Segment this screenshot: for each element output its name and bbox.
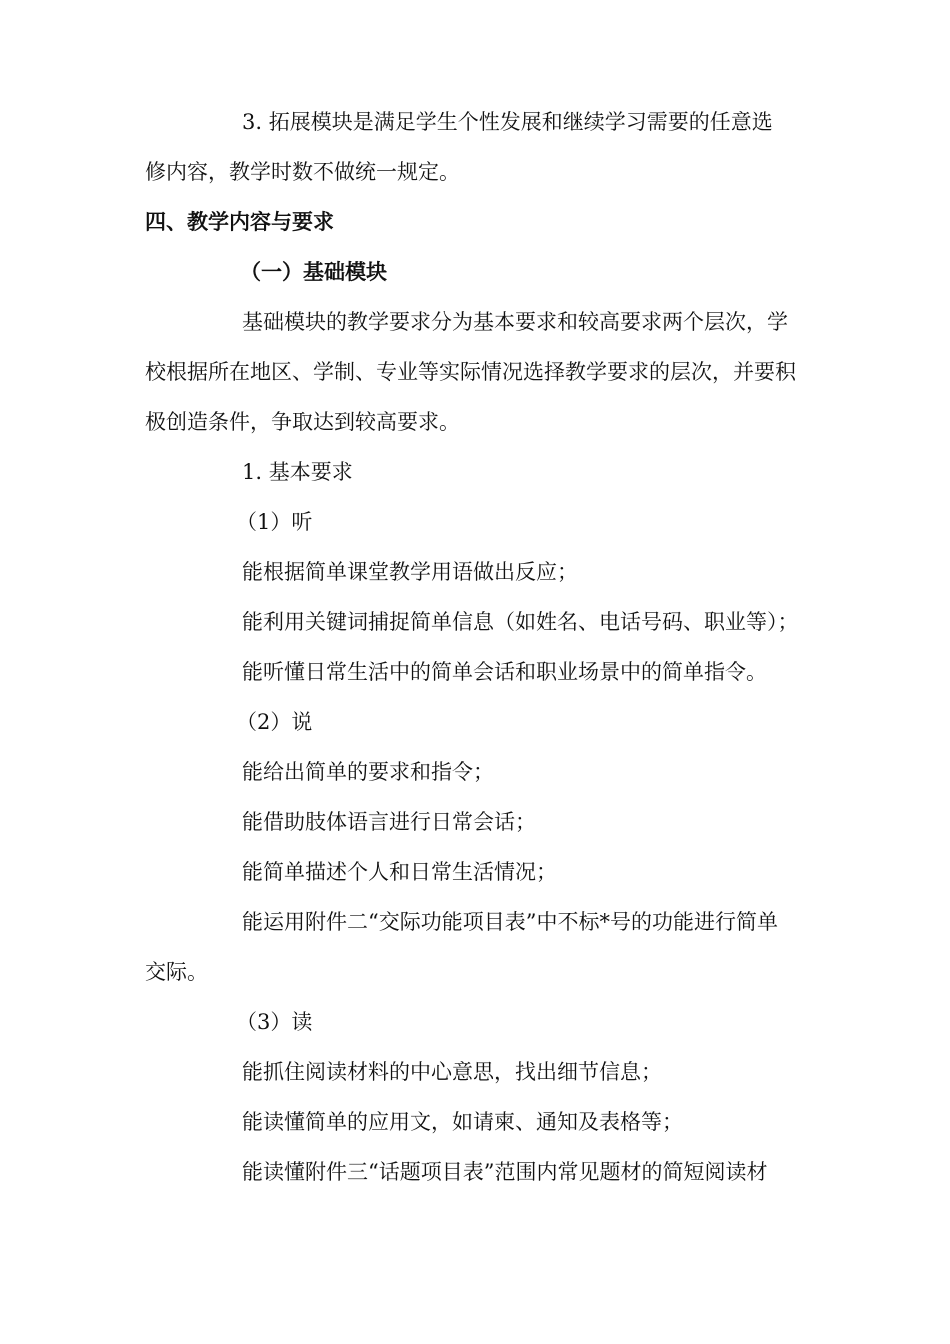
requirement-line: 能简单描述个人和日常生活情况；	[242, 860, 557, 884]
requirement-line: 能根据简单课堂教学用语做出反应；	[242, 560, 578, 584]
requirement-line: 能给出简单的要求和指令；	[242, 760, 494, 784]
paragraph-line: 修内容，教学时数不做统一规定。	[145, 160, 460, 184]
requirement-line: 能抓住阅读材料的中心意思，找出细节信息；	[242, 1060, 662, 1084]
requirement-line: 交际。	[145, 960, 208, 984]
paragraph-line: 基础模块的教学要求分为基本要求和较高要求两个层次，学	[242, 310, 788, 334]
item-heading: （1）听	[236, 510, 313, 534]
paragraph-line: 校根据所在地区、学制、专业等实际情况选择教学要求的层次，并要积	[145, 360, 796, 384]
paragraph-line: 极创造条件，争取达到较高要求。	[145, 410, 460, 434]
subsection-heading: （一）基础模块	[240, 260, 387, 284]
section-heading: 四、教学内容与要求	[145, 210, 334, 234]
item-heading: 1. 基本要求	[242, 460, 353, 484]
requirement-line: 能借助肢体语言进行日常会话；	[242, 810, 536, 834]
requirement-line: 能读懂附件三“话题项目表”范围内常见题材的简短阅读材	[242, 1160, 768, 1184]
requirement-line: 能利用关键词捕捉简单信息（如姓名、电话号码、职业等）；	[242, 610, 799, 634]
requirement-line: 能读懂简单的应用文，如请柬、通知及表格等；	[242, 1110, 683, 1134]
paragraph-line: 3. 拓展模块是满足学生个性发展和继续学习需要的任意选	[242, 110, 773, 134]
requirement-line: 能听懂日常生活中的简单会话和职业场景中的简单指令。	[242, 660, 767, 684]
item-heading: （2）说	[236, 710, 313, 734]
item-heading: （3）读	[236, 1010, 313, 1034]
requirement-line: 能运用附件二“交际功能项目表”中不标*号的功能进行简单	[242, 910, 778, 934]
